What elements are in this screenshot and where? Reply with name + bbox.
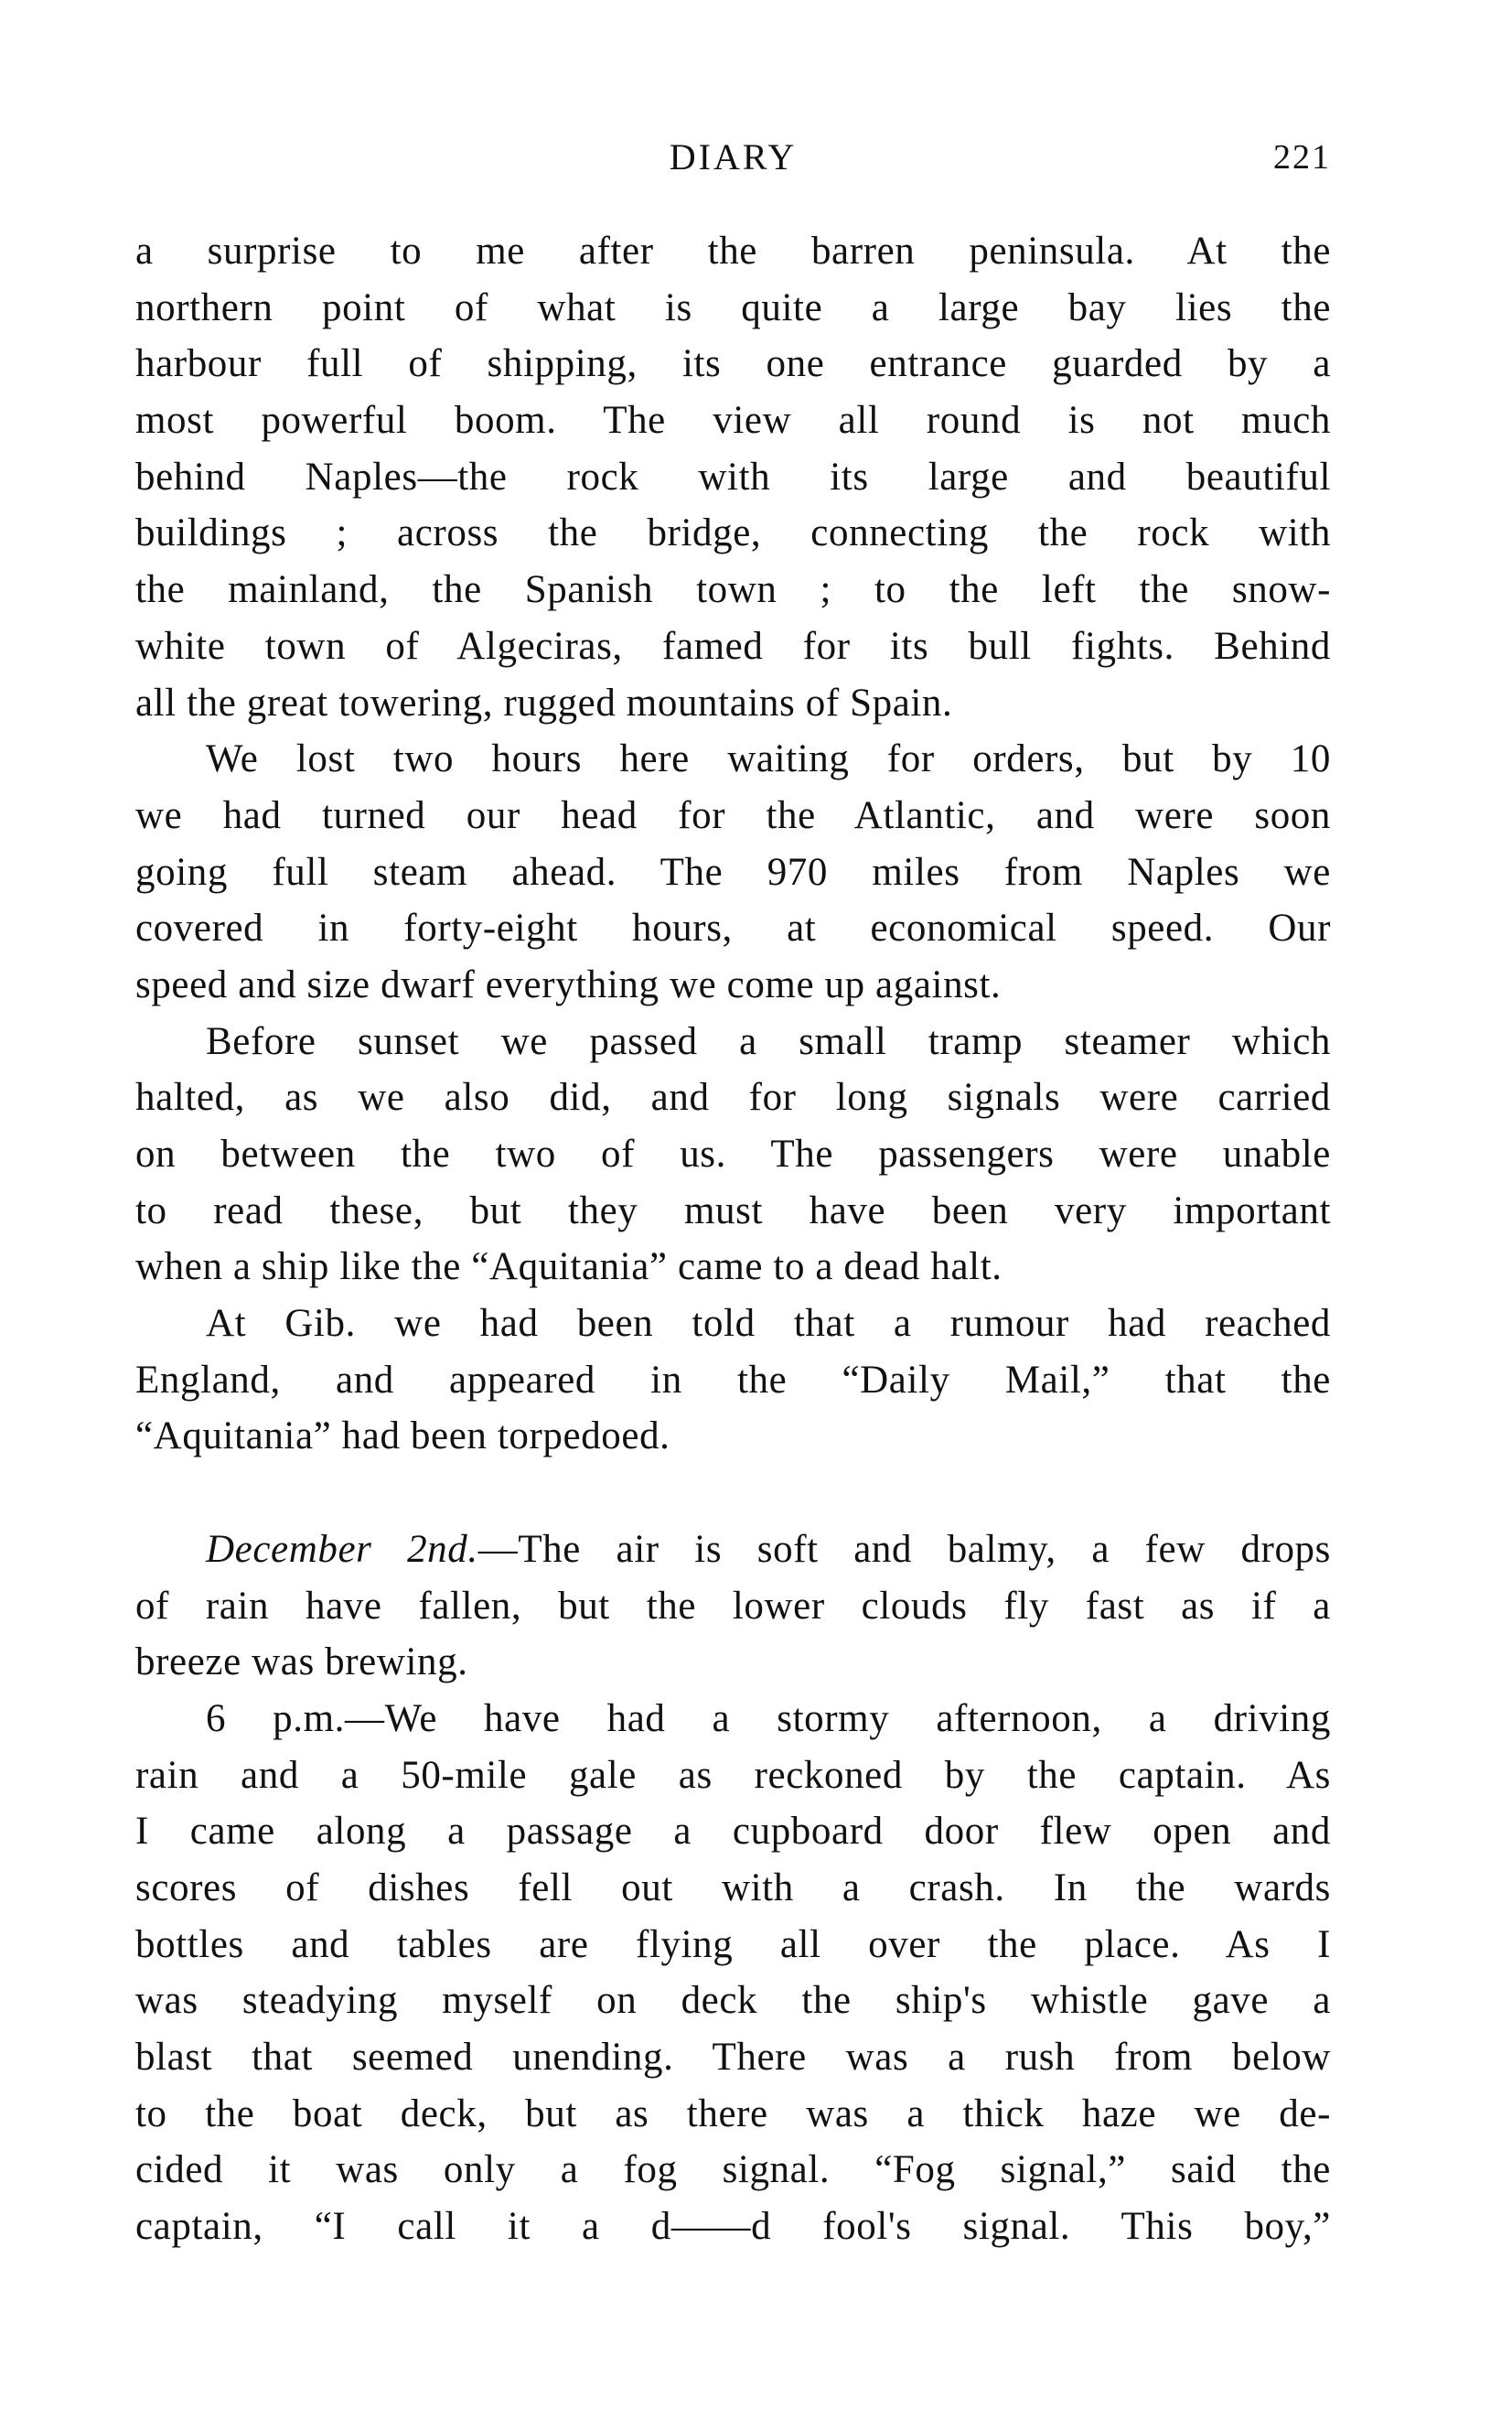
line-text: “Aquitania” had been torpedoed. <box>135 1414 670 1458</box>
text-line <box>135 1578 1331 1635</box>
text-line <box>135 900 1331 957</box>
text-line <box>135 280 1331 337</box>
text-line <box>135 2029 1331 2086</box>
line-text: the mainland, the Spanish town ; to the left the snow- <box>135 568 1331 612</box>
paragraph <box>135 1296 1331 1465</box>
body-text <box>135 223 1331 2255</box>
line-text: speed and size dwarf everything we come up against. <box>135 962 1002 1006</box>
text-line <box>135 1917 1331 1973</box>
text-line <box>135 449 1331 506</box>
text-line <box>135 562 1331 618</box>
line-text: most powerful boom. The view all round is not much <box>135 399 1331 443</box>
paragraph <box>135 223 1331 731</box>
paragraph <box>135 731 1331 1013</box>
line-text: to read these, but they must have been very important <box>135 1188 1331 1232</box>
text-line <box>135 1973 1331 2029</box>
line-text: when a ship like the “Aquitania” came to a dead halt. <box>135 1245 1003 1289</box>
text-line <box>135 957 1331 1014</box>
line-text: blast that seemed unending. There was a rush from below <box>135 2036 1331 2079</box>
line-text: to the boat deck, but as there was a thick haze we de- <box>135 2091 1331 2135</box>
text-line <box>135 1126 1331 1183</box>
line-text: we had turned our head for the Atlantic, and were soon <box>135 793 1331 837</box>
line-text: all the great towering, rugged mountains of Spain. <box>135 681 953 725</box>
line-text: halted, as we also did, and for long signals were carried <box>135 1076 1331 1120</box>
line-text: covered in forty-eight hours, at economical speed. Our <box>135 907 1331 951</box>
line-text: a surprise to me after the barren peninsula. At the <box>135 230 1331 273</box>
line-text: At Gib. we had been told that a rumour had reached <box>206 1302 1331 1346</box>
text-line <box>135 1183 1331 1240</box>
text-line <box>135 788 1331 844</box>
line-text: bottles and tables are flying all over the place. As I <box>135 1922 1331 1966</box>
text-line <box>135 675 1331 732</box>
paragraph <box>135 1691 1331 2255</box>
line-text: England, and appeared in the “Daily Mail,” that the <box>135 1358 1331 1402</box>
line-text: northern point of what is quite a large bay lies the <box>135 285 1331 329</box>
text-line <box>135 1691 1331 1747</box>
date-heading: December 2nd. <box>206 1527 478 1571</box>
running-title: DIARY <box>669 136 798 177</box>
line-text: 6 p.m.—We have had a stormy afternoon, a driving <box>206 1696 1331 1740</box>
text-line <box>135 336 1331 392</box>
text-line <box>135 2142 1331 2199</box>
line-text: scores of dishes fell out with a crash. In the wards <box>135 1866 1331 1909</box>
page-header <box>135 130 1331 185</box>
text-line <box>135 618 1331 675</box>
line-text: on between the two of us. The passengers were unable <box>135 1133 1331 1176</box>
paragraph-gap <box>135 1465 1331 1521</box>
text-line <box>135 1803 1331 1860</box>
text-line <box>135 1070 1331 1126</box>
text-line <box>135 1521 1331 1578</box>
text-line <box>135 731 1331 788</box>
text-line <box>135 223 1331 280</box>
line-text: white town of Algeciras, famed for its bull fights. Behind <box>135 624 1331 668</box>
text-line <box>135 2086 1331 2143</box>
paragraph <box>135 1014 1331 1296</box>
line-text: rain and a 50-mile gale as reckoned by the captain. As <box>135 1753 1331 1797</box>
text-line <box>135 1634 1331 1691</box>
text-line <box>135 1352 1331 1409</box>
line-text: —The air is soft and balmy, a few drops <box>477 1527 1331 1571</box>
line-text: going full steam ahead. The 970 miles from Naples we <box>135 850 1331 894</box>
line-text: Before sunset we passed a small tramp steamer which <box>206 1019 1331 1063</box>
line-text: breeze was brewing. <box>135 1640 468 1684</box>
text-line <box>135 1860 1331 1917</box>
line-text: We lost two hours here waiting for orders, but by 10 <box>206 737 1331 781</box>
text-line <box>135 1296 1331 1352</box>
line-text: cided it was only a fog signal. “Fog signal,” said the <box>135 2148 1331 2192</box>
page-number: 221 <box>1273 138 1331 177</box>
text-line <box>135 505 1331 562</box>
text-line <box>135 2199 1331 2255</box>
text-line <box>135 392 1331 449</box>
line-text: of rain have fallen, but the lower clouds fly fast as if a <box>135 1584 1331 1628</box>
text-line <box>135 1747 1331 1804</box>
text-line <box>135 1408 1331 1465</box>
text-line <box>135 844 1331 901</box>
line-text: captain, “I call it a d——d fool's signal. This boy,” <box>135 2205 1331 2249</box>
text-line <box>135 1239 1331 1296</box>
line-text: was steadying myself on deck the ship's whistle gave a <box>135 1979 1331 2023</box>
text-line <box>135 1014 1331 1070</box>
paragraph <box>135 1521 1331 1691</box>
line-text: harbour full of shipping, its one entrance guarded by a <box>135 342 1331 386</box>
line-text: behind Naples—the rock with its large and beautiful <box>135 455 1331 499</box>
line-text: buildings ; across the bridge, connecting the rock with <box>135 511 1331 555</box>
line-text: I came along a passage a cupboard door flew open and <box>135 1810 1331 1854</box>
